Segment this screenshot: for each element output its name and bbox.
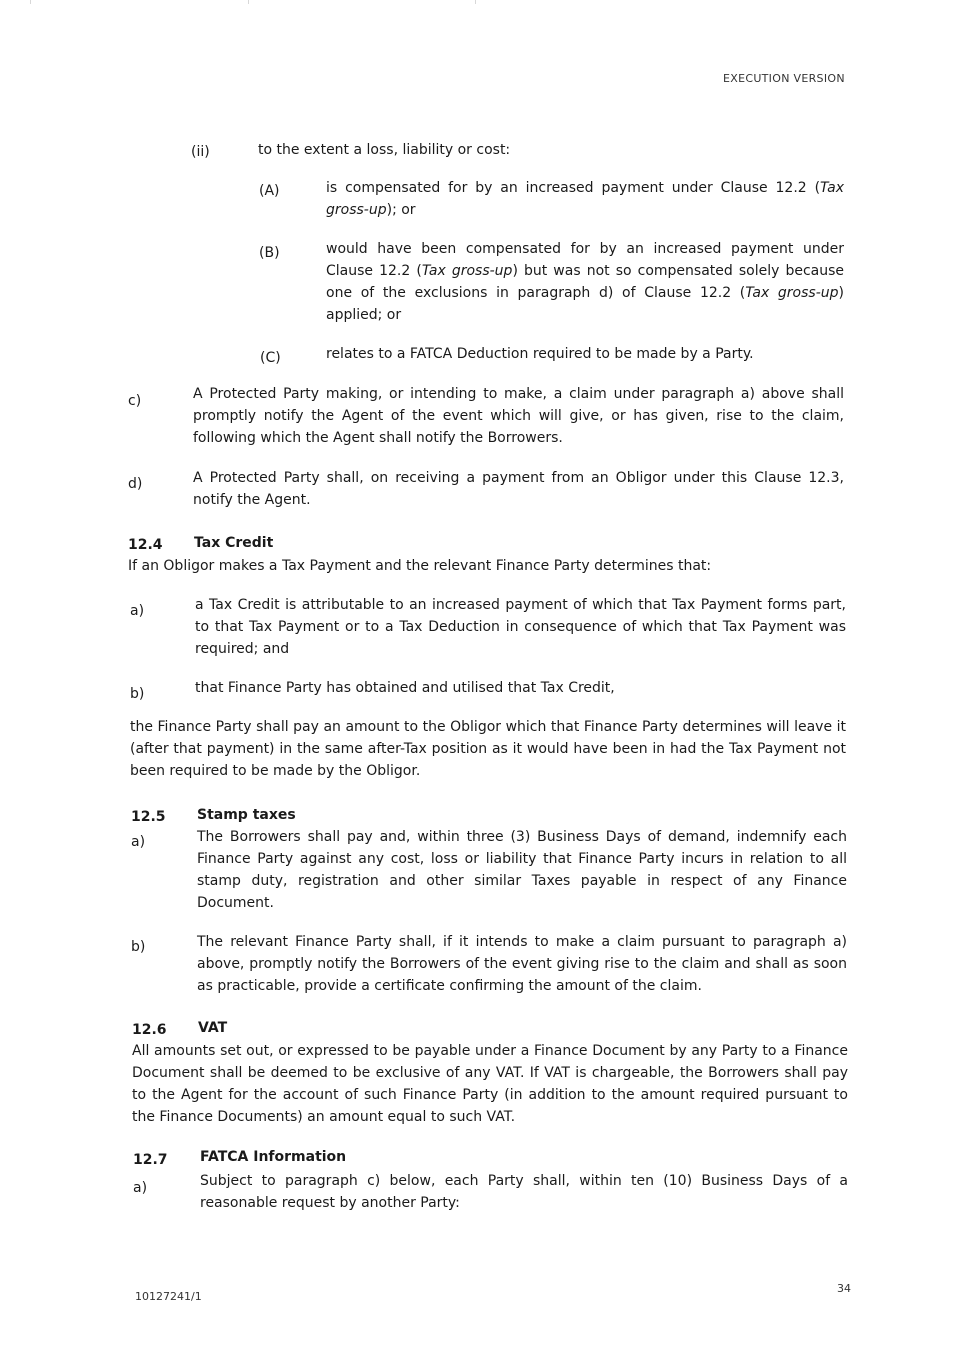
paragraph-c-text: A Protected Party making, or intending to make, a claim under paragraph a) above shall promptly notify the Agent of the event which will give, or has given, rise to the claim, following which the Agent shall notify the Borrowers.: [193, 386, 844, 446]
section-12-5-b-text: The relevant Finance Party shall, if it intends to make a claim pursuant to paragraph a) above, promptly notify the Borrowers of the event giving rise to the claim and shall as soon as practicable, provide a certificate confirming the amount of the claim.: [197, 934, 847, 994]
section-12-6-number: 12.6: [132, 1022, 167, 1038]
section-12-5-a-label: a): [131, 834, 146, 850]
item-C-label: (C): [260, 350, 281, 366]
section-12-4-title: Tax Credit: [194, 535, 274, 551]
section-12-4-b-text: that Finance Party has obtained and utilised that Tax Credit,: [195, 680, 615, 696]
document-reference: 10127241/1: [135, 1290, 202, 1303]
section-12-4-a-text: a Tax Credit is attributable to an increased payment of which that Tax Payment forms part, to that Tax Payment or to a Tax Deduction in consequence of which that Tax Payment was required; and: [195, 597, 846, 657]
scan-mark: [30, 0, 31, 4]
execution-version-header: EXECUTION VERSION: [723, 72, 845, 85]
item-C-text: relates to a FATCA Deduction required to be made by a Party.: [326, 346, 754, 362]
item-A-text: is compensated for by an increased payment under Clause 12.2 (Tax gross-up); or: [326, 180, 844, 218]
paragraph-d-label: d): [128, 476, 143, 492]
section-12-4-number: 12.4: [128, 537, 163, 553]
section-12-4-intro: If an Obligor makes a Tax Payment and the relevant Finance Party determines that:: [128, 558, 712, 574]
section-12-6-title: VAT: [198, 1020, 228, 1036]
section-12-7-a-label: a): [133, 1180, 148, 1196]
section-12-4-a-label: a): [130, 603, 145, 619]
scan-mark: [475, 0, 476, 4]
section-12-7-title: FATCA Information: [200, 1149, 347, 1165]
section-12-6-text: All amounts set out, or expressed to be payable under a Finance Document by any Party to a Finance Document shall be deemed to be exclusive of any VAT. If VAT is chargeable, the Borrowers shall pay to the Agent for the account of such Finance Party (in addition to the amount required pursuant to the Finance Documents) an amount equal to such VAT.: [132, 1043, 848, 1125]
section-12-5-title: Stamp taxes: [197, 807, 296, 823]
item-A-label: (A): [259, 183, 280, 199]
section-12-7-number: 12.7: [133, 1152, 168, 1168]
paragraph-c-label: c): [128, 393, 142, 409]
item-B-label: (B): [259, 245, 280, 261]
item-ii-label: (ii): [191, 144, 210, 160]
item-B-text: would have been compensated for by an increased payment under Clause 12.2 (Tax gross-up) but was not so compensated solely because one of the exclusions in paragraph d) of Clause 12.2 (Tax gross-up) applied; or: [326, 241, 845, 323]
section-12-5-number: 12.5: [131, 809, 166, 825]
section-12-5-a-text: The Borrowers shall pay and, within three (3) Business Days of demand, indemnify each Finance Party against any cost, loss or liability that Finance Party incurs in relation to all stamp duty, registration and other similar Taxes payable in respect of any Finance Document.: [197, 829, 847, 911]
page-number: 34: [837, 1282, 851, 1295]
paragraph-d-text: A Protected Party shall, on receiving a payment from an Obligor under this Clause 12.3, notify the Agent.: [193, 470, 844, 508]
item-ii-text: to the extent a loss, liability or cost:: [258, 142, 511, 158]
section-12-7-a-text: Subject to paragraph c) below, each Party shall, within ten (10) Business Days of a reasonable request by another Party:: [200, 1173, 848, 1211]
section-12-4-b-label: b): [130, 686, 145, 702]
section-12-4-closing: the Finance Party shall pay an amount to the Obligor which that Finance Party determines will leave it (after that payment) in the same after-Tax position as it would have been in had the Tax Payment not been required to be made by the Obligor.: [130, 719, 846, 779]
scan-mark: [248, 0, 249, 4]
section-12-5-b-label: b): [131, 939, 146, 955]
